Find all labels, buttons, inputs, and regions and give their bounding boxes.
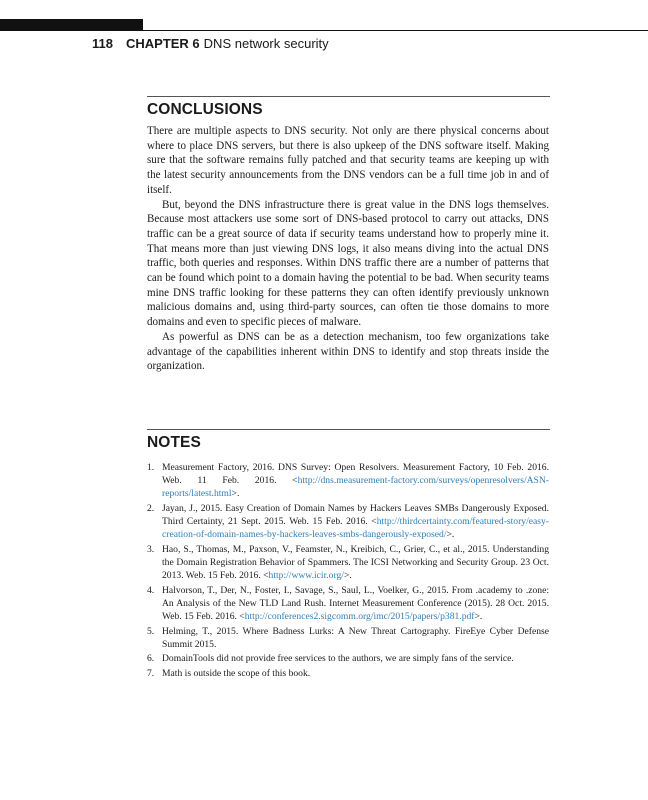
conclusions-paragraph: But, beyond the DNS infrastructure there is great value in the DNS logs themselves. Because most attackers use some sort of DNS-based protocol to carry out attacks, DNS traffic can be a great source of data if security teams understand how to properly mine it. That means more than just viewing DNS logs, it also means diving into the actual DNS traffic, both queries and responses. Within DNS traffic there are a number of patterns that can be found which point to a domain having the potential to be bad. When security teams mine DNS traffic looking for these patterns they can often identify previously unknown malicious domains and, using third-party sources, can often tie those domains to more domains and even to specific pieces of malware. bbox=[147, 198, 549, 329]
note-text: Helming, T., 2015. Where Badness Lurks: A New Threat Cartography. FireEye Cyber Defense Summit 2015. bbox=[162, 625, 549, 650]
note-text: Jayan, J., 2015. Easy Creation of Domain Names by Hackers Leaves SMBs Dangerously Exposed. Third Certainty, 21 Sept. 2015. Web. 15 Feb. 2016. < bbox=[162, 502, 549, 527]
running-head bbox=[92, 36, 329, 51]
note-item bbox=[147, 584, 549, 623]
note-after: >. bbox=[474, 610, 483, 622]
note-after: >. bbox=[231, 488, 240, 499]
conclusions-rule bbox=[147, 96, 550, 97]
note-link[interactable]: http://dns.measurement-factory.com/surveys/openresolvers/ASN-reports/latest.html bbox=[162, 475, 549, 499]
note-item bbox=[147, 543, 549, 582]
note-item bbox=[147, 502, 549, 541]
note-item bbox=[147, 667, 549, 680]
chapter-title: DNS network security bbox=[203, 36, 329, 51]
note-item bbox=[147, 461, 549, 500]
notes-rule bbox=[147, 429, 550, 430]
note-after: >. bbox=[446, 528, 455, 540]
conclusions-paragraph: There are multiple aspects to DNS security. Not only are there physical concerns about where to place DNS servers, but there is also upkeep of the DNS software itself. Making sure that the software remains fully patched and that security teams are keeping up with the latest security announcements from the DNS vendors can be a full time job in and of itself. bbox=[147, 125, 549, 196]
note-number: 5. bbox=[147, 625, 155, 637]
conclusions-paragraph: As powerful as DNS can be as a detection mechanism, too few organizations take advantage of the capabilities inherent within DNS to identify and stop threats inside the organization. bbox=[147, 330, 549, 373]
notes-list bbox=[147, 461, 549, 682]
note-text: Hao, S., Thomas, M., Paxson, V., Feamster, N., Kreibich, C., Grier, C., et al., 2015. Understanding the Domain Registration Behavior of Spammers. The ICSI Networking and Security Group. 23 Oct. 2013. Web. 15 Feb. 2016. < bbox=[162, 543, 549, 581]
note-number: 1. bbox=[147, 462, 155, 473]
header-black-bar bbox=[0, 19, 143, 31]
note-item bbox=[147, 652, 549, 665]
note-number: 4. bbox=[147, 584, 155, 596]
note-link[interactable]: http://thirdcertainty.com/featured-story/easy-creation-of-domain-names-by-hackers-leaves-smbs-dangerously-exposed/ bbox=[162, 515, 549, 540]
note-text: Measurement Factory, 2016. DNS Survey: Open Resolvers. Measurement Factory, 10 Feb. 2016. Web. 11 Feb. 2016. < bbox=[162, 462, 549, 486]
note-number: 7. bbox=[147, 668, 155, 680]
note-number: 2. bbox=[147, 502, 155, 514]
header-rule bbox=[143, 30, 648, 31]
chapter-label: CHAPTER 6 bbox=[125, 36, 200, 51]
note-text: DomainTools did not provide free services to the authors, we are simply fans of the service. bbox=[162, 653, 514, 665]
note-text: Math is outside the scope of this book. bbox=[162, 668, 311, 680]
note-text: Halvorson, T., Der, N., Foster, I., Savage, S., Saul, L., Voelker, G., 2015. From .academy to .zone: An Analysis of the New TLD Land Rush. Internet Measurement Conference (2015). 28 Oct. 2015. Web. 15 Feb. 2016. < bbox=[162, 584, 549, 622]
notes-heading: NOTES bbox=[147, 434, 201, 451]
conclusions-body bbox=[147, 124, 549, 374]
note-link[interactable]: http://conferences2.sigcomm.org/imc/2015/papers/p381.pdf bbox=[244, 610, 475, 622]
note-link[interactable]: http://www.icir.org/ bbox=[268, 569, 344, 581]
note-number: 6. bbox=[147, 653, 155, 665]
note-number: 3. bbox=[147, 543, 155, 555]
note-after: >. bbox=[343, 569, 352, 581]
conclusions-heading: CONCLUSIONS bbox=[147, 101, 263, 118]
note-item bbox=[147, 625, 549, 651]
page-number: 118 bbox=[92, 36, 113, 51]
